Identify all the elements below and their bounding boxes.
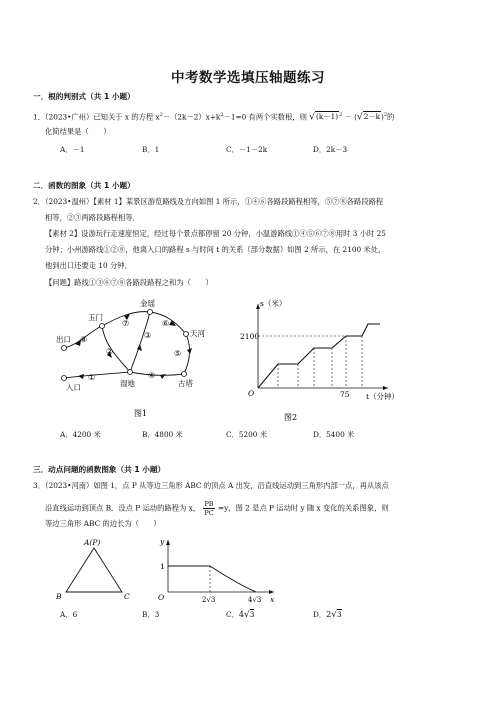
q1-radicand-1: (k－1) bbox=[316, 112, 339, 122]
q3-option-c[interactable] bbox=[226, 610, 254, 620]
q3-option-d[interactable] bbox=[313, 610, 342, 620]
x-axis-arrow-icon bbox=[269, 590, 274, 594]
route-num-6: ⑥ bbox=[162, 319, 170, 328]
q1-option-c[interactable]: C．－1－2k bbox=[226, 145, 268, 154]
q1-sup-k: 2 bbox=[220, 112, 224, 118]
fraction-denominator: PC bbox=[204, 509, 214, 517]
radical-sign: √ bbox=[243, 610, 250, 620]
q2-distance-time-graph bbox=[240, 296, 415, 424]
shidi-station bbox=[128, 370, 133, 375]
radical-sign: √ bbox=[309, 112, 316, 123]
q1-rad1-sup: 2 bbox=[339, 112, 343, 118]
route-num-2: ② bbox=[106, 347, 114, 356]
q2-option-d[interactable]: D．5400 米 bbox=[313, 430, 355, 439]
q1-stem-c: －1=0 有两个实数根，则 bbox=[223, 112, 307, 122]
q1-radicand-2: 2－k bbox=[363, 112, 381, 122]
graph-xtick-2r3: 2√3 bbox=[202, 596, 216, 604]
graph-xlabel: t（分钟） bbox=[366, 392, 400, 401]
q3-option-c-prefix: C． bbox=[226, 610, 239, 619]
q1-option-a[interactable]: A．－1 bbox=[60, 145, 85, 154]
q3-line1: 3．（2023•河南）如图 1，点 P 从等边三角形 ABC 的顶点 A 出发，沿直线运动到三角形内部一点，再从该点 bbox=[33, 481, 389, 490]
section-heading-1: 一．根的判别式（共 1 小题） bbox=[33, 92, 135, 101]
q3-line2a: 沿直线运动到顶点 B．设点 P 运动的路程为 x， bbox=[45, 503, 201, 513]
label-gut: 古塔 bbox=[178, 379, 193, 388]
q1-stem-d: 的 bbox=[387, 112, 395, 122]
q3-y-x-graph bbox=[152, 536, 292, 606]
q3-triangle-figure bbox=[54, 536, 134, 602]
route-num-4: ④ bbox=[148, 371, 156, 380]
radical-sign: √ bbox=[331, 610, 337, 620]
y-x-curve bbox=[168, 566, 256, 592]
label-tianhe: 天河 bbox=[190, 329, 205, 338]
graph-origin: O bbox=[158, 593, 165, 602]
q2-line5: 他到出口还要走 10 分钟． bbox=[45, 261, 132, 270]
route-num-7: ⑦ bbox=[122, 319, 130, 328]
graph-ylabel: s（米） bbox=[260, 299, 287, 308]
triangle-abc bbox=[66, 548, 122, 592]
section-heading-2: 二．函数的图象（共 1 小题） bbox=[33, 181, 135, 190]
route-path-4 bbox=[130, 372, 184, 375]
label-yumen: 玉门 bbox=[88, 313, 103, 322]
q3-option-b[interactable]: B．3 bbox=[142, 610, 160, 619]
q2-line6: 【问题】路线①③⑥⑦⑧各路段路程之和为（ ） bbox=[45, 278, 213, 287]
route-num-1: ① bbox=[88, 373, 96, 382]
fig1-caption: 图1 bbox=[134, 409, 148, 418]
q3-option-a[interactable]: A．6 bbox=[60, 610, 78, 619]
q3-optc-coef: 4 bbox=[238, 610, 244, 619]
q1-option-d[interactable]: D．2k－3 bbox=[313, 145, 348, 154]
route-path-1 bbox=[64, 372, 130, 378]
label-exit: 出口 bbox=[56, 335, 71, 344]
graph-origin: O bbox=[248, 389, 255, 398]
q2-option-b[interactable]: B．4800 米 bbox=[142, 430, 183, 439]
label-jinyao: 金瑶 bbox=[140, 299, 155, 308]
vertex-c-label: C bbox=[124, 592, 130, 601]
q3-optd-coef: 2 bbox=[326, 610, 332, 619]
q3-line3: 等边三角形 ABC 的边长为（ ） bbox=[45, 519, 161, 528]
exit-station bbox=[62, 346, 67, 351]
label-entrance: 入口 bbox=[66, 383, 81, 392]
route-path-3 bbox=[130, 312, 150, 372]
route-num-8: ⑧ bbox=[80, 335, 88, 344]
arrow-icon bbox=[160, 374, 166, 379]
q3-line2b: =y，图 2 是点 P 运动时 y 随 x 变化的关系图象，则 bbox=[218, 503, 389, 513]
q1-stem-b: －（2k－2）x+k bbox=[162, 112, 221, 122]
yumen-station bbox=[100, 324, 105, 329]
q2-line3: 【素材 2】设游玩行走速度恒定，经过每个景点都停留 20 分钟，小温游路线①④⑤⑥⑦⑧用时 3 小时 25 bbox=[45, 229, 386, 238]
graph-y-label: y bbox=[160, 537, 165, 546]
q1-sup: 2 bbox=[159, 112, 163, 118]
page-title: 中考数学选填压轴题练习 bbox=[171, 70, 325, 86]
section-heading-3: 三．动点问题的函数图象（共 1 小题） bbox=[33, 465, 166, 474]
graph-xtick-75: 75 bbox=[340, 390, 350, 399]
route-num-5: ⑤ bbox=[174, 349, 182, 358]
q2-line4: 分钟；小州游路线①②⑧，他离入口的路程 s 与时间 t 的关系（部分数据）如图 2 所示，在 2100 米处， bbox=[45, 245, 386, 254]
q3-option-d-prefix: D． bbox=[313, 610, 327, 619]
entrance-station bbox=[62, 376, 67, 381]
q3-line2 bbox=[45, 500, 389, 517]
gut-station bbox=[182, 372, 187, 377]
y-axis-arrow-icon bbox=[166, 540, 170, 545]
q1-stem-a: 1．（2023•广州）已知关于 x 的方程 x bbox=[33, 112, 160, 122]
route-path-5 bbox=[184, 334, 190, 374]
q1-rad2-sup: 2 bbox=[383, 112, 387, 118]
q2-option-a[interactable]: A．4200 米 bbox=[60, 430, 101, 439]
q3-fraction bbox=[203, 500, 214, 517]
q3-optc-rad: 3 bbox=[249, 610, 255, 619]
graph-ytick-1: 1 bbox=[160, 562, 165, 571]
q2-option-c[interactable]: C．5200 米 bbox=[226, 430, 268, 439]
q2-line2: 相等，②③两路段路程相等． bbox=[45, 213, 140, 222]
radical-sign: √ bbox=[356, 112, 363, 123]
q1-line2: 化简结果是（ ） bbox=[45, 127, 111, 136]
graph-xtick-4r3: 4√3 bbox=[248, 596, 262, 604]
route-arrows bbox=[75, 314, 192, 379]
q2-route-map-figure bbox=[50, 296, 230, 420]
vertex-a-label: A(P) bbox=[84, 538, 101, 547]
q2-line1: 2．（2023•温州）【素材 1】某景区游览路线及方向如图 1 所示，①④⑥各路段路程相等，⑤⑦⑧各路段路程 bbox=[33, 197, 384, 206]
label-shidi: 湿地 bbox=[120, 379, 135, 388]
jinyao-station bbox=[148, 310, 153, 315]
tianhe-station bbox=[184, 332, 189, 337]
q1-option-b[interactable]: B．1 bbox=[142, 145, 160, 154]
fraction-numerator: PB bbox=[204, 500, 214, 508]
q1-minus: － bbox=[344, 112, 352, 122]
q1-stem: 1．（2023•广州）已知关于 x 的方程 $x^2-(2k-2)x+k^2-1=0$ 有两个实数根，则 $√(k-1)^2 - (√2-k)^2$的 bbox=[33, 112, 395, 123]
vertex-b-label: B bbox=[56, 592, 62, 601]
route-num-3: ③ bbox=[144, 331, 152, 340]
arrow-icon bbox=[78, 374, 84, 379]
graph-x-label: x bbox=[270, 595, 275, 604]
graph-ytick-2100: 2100 bbox=[240, 332, 260, 341]
fig2-caption: 图2 bbox=[284, 413, 298, 422]
q3-optd-rad: 3 bbox=[337, 610, 342, 619]
x-axis-arrow-icon bbox=[383, 386, 388, 390]
